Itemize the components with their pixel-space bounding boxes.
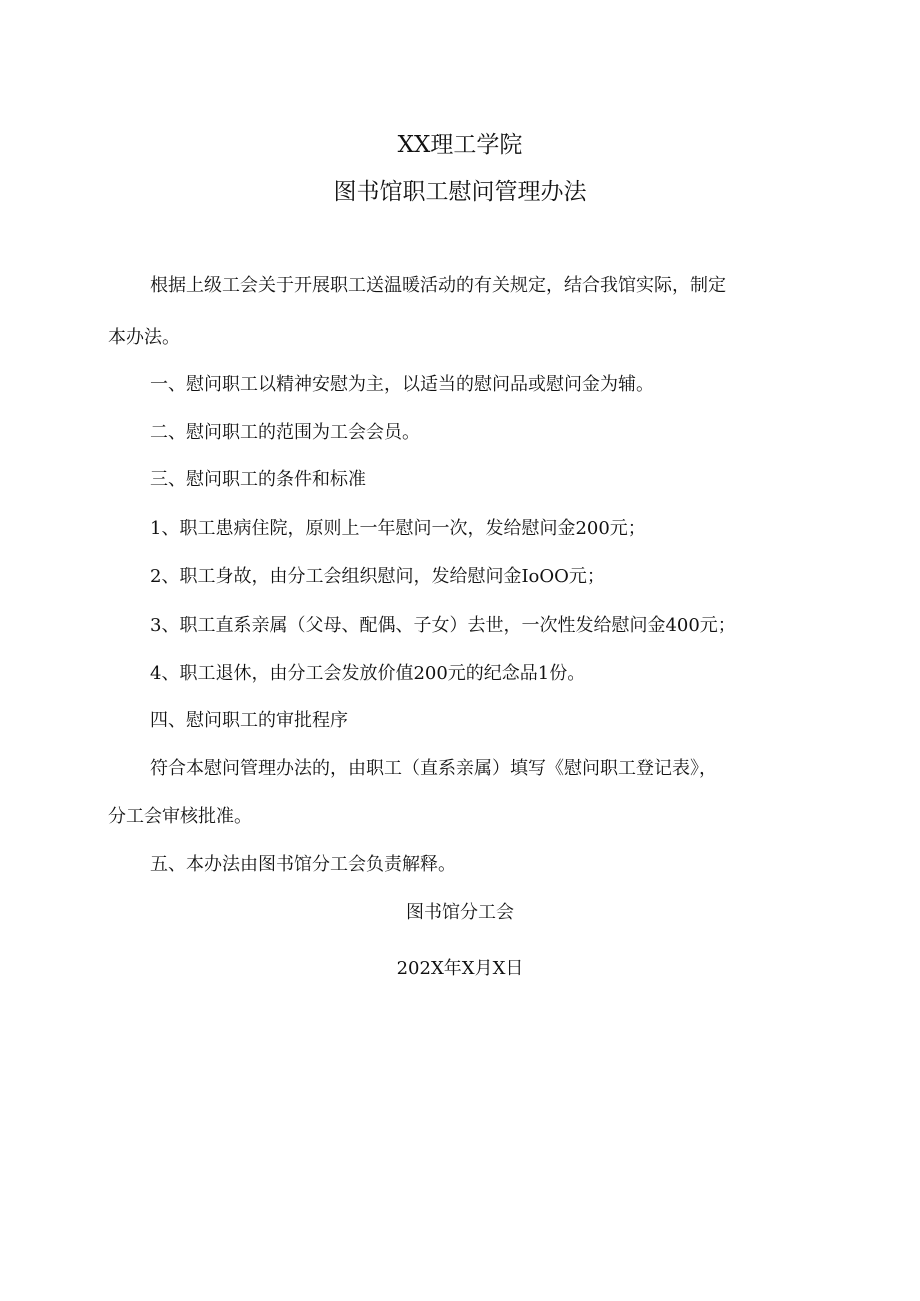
signature-organization: 图书馆分工会: [406, 902, 514, 923]
standard-item-1: 1、职工患病住院，原则上一年慰问一次，发给慰问金200元；: [150, 518, 646, 539]
standard-item-2: 2、职工身故，由分工会组织慰问，发给慰问金IoOO元；: [150, 566, 605, 587]
standard-item-4: 4、职工退休，由分工会发放价值200元的纪念品1份。: [150, 663, 586, 684]
article-4-heading: 四、慰问职工的审批程序: [150, 710, 348, 731]
intro-paragraph-line1: 根据上级工会关于开展职工送温暖活动的有关规定，结合我馆实际，制定: [150, 275, 726, 296]
article-5: 五、本办法由图书馆分工会负责解释。: [150, 854, 456, 875]
article-3-heading: 三、慰问职工的条件和标准: [150, 469, 366, 490]
standard-item-3: 3、职工直系亲属（父母、配偶、子女）去世，一次性发给慰问金400元；: [150, 615, 736, 636]
intro-paragraph-line2: 本办法。: [108, 327, 180, 348]
document-title: 图书馆职工慰问管理办法: [333, 179, 587, 205]
signature-date: 202X年X月X日: [396, 958, 524, 979]
article-2: 二、慰问职工的范围为工会会员。: [150, 422, 420, 443]
approval-paragraph-line1: 符合本慰问管理办法的，由职工（直系亲属）填写《慰问职工登记表》，: [150, 758, 717, 779]
article-1: 一、慰问职工以精神安慰为主，以适当的慰问品或慰问金为辅。: [150, 374, 654, 395]
approval-paragraph-line2: 分工会审核批准。: [108, 806, 252, 827]
document-title-institution: XX理工学院: [397, 132, 523, 158]
